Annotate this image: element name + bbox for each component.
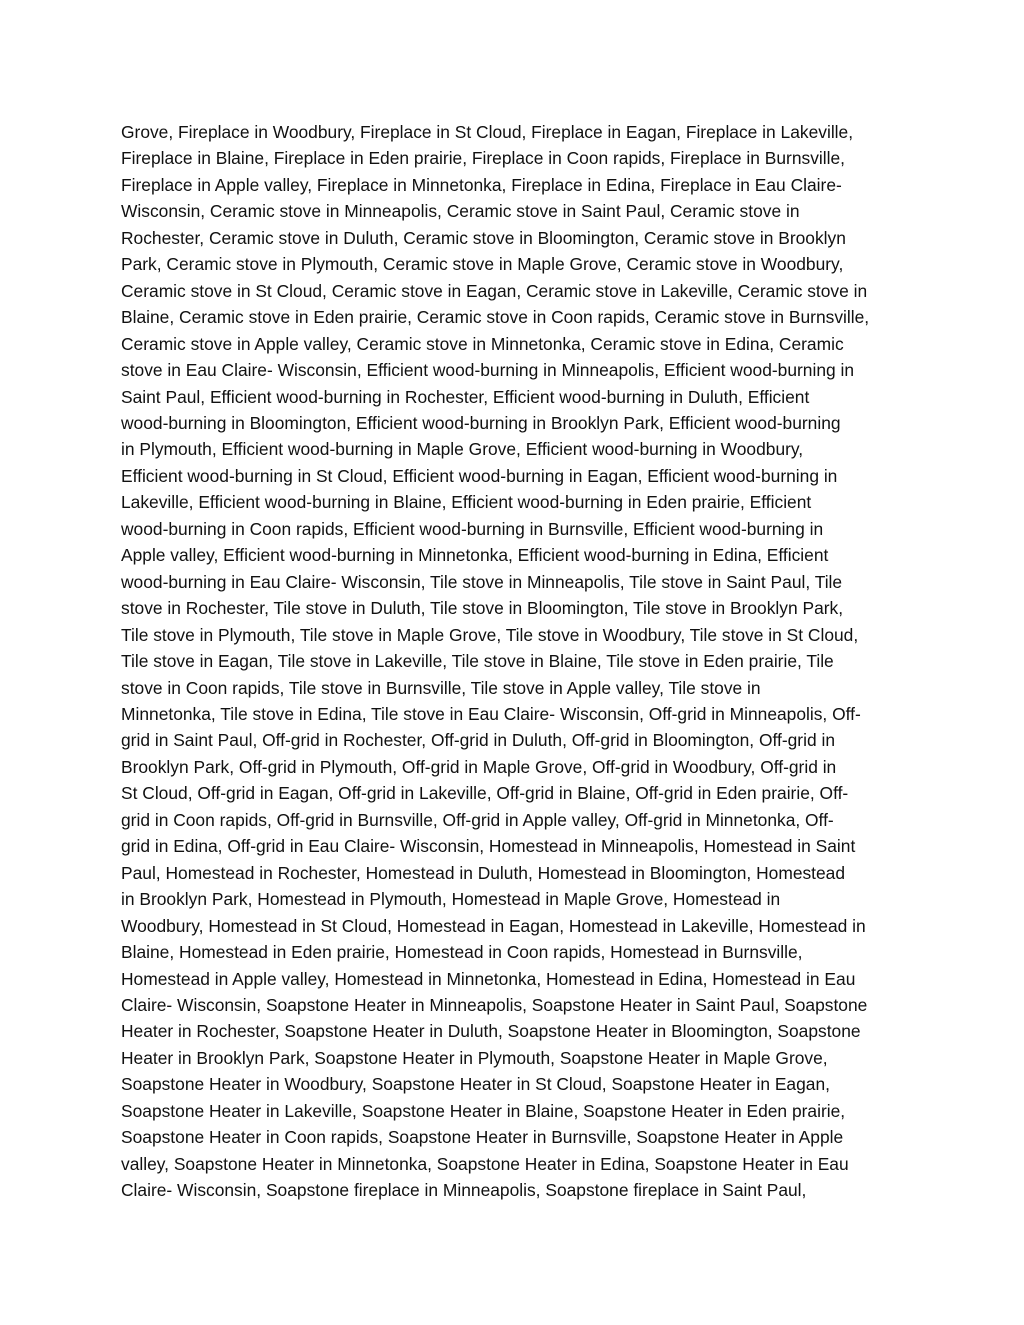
text-line: stove in Coon rapids, Tile stove in Burnsville, Tile stove in Apple valley, Tile stove in (121, 677, 761, 698)
text-line: Efficient wood-burning in St Cloud, Efficient wood-burning in Eagan, Efficient wood-burning in (121, 465, 838, 486)
text-line: Heater in Rochester, Soapstone Heater in Duluth, Soapstone Heater in Bloomington, Soapstone (121, 1021, 861, 1042)
text-line: Wisconsin, Ceramic stove in Minneapolis, Ceramic stove in Saint Paul, Ceramic stove in (121, 201, 800, 222)
text-line: stove in Eau Claire- Wisconsin, Efficient wood-burning in Minneapolis, Efficient wood-burning in (121, 360, 855, 381)
text-line: Apple valley, Efficient wood-burning in Minnetonka, Efficient wood-burning in Edina, Efficient (121, 545, 829, 566)
text-line: Soapstone Heater in Lakeville, Soapstone Heater in Blaine, Soapstone Heater in Eden prairie, (121, 1100, 846, 1121)
text-line: Lakeville, Efficient wood-burning in Blaine, Efficient wood-burning in Eden prairie, Efficient (121, 492, 812, 513)
body-paragraph (121, 119, 921, 1204)
text-line: grid in Edina, Off-grid in Eau Claire- Wisconsin, Homestead in Minneapolis, Homestead in Saint (121, 836, 856, 857)
text-line: Park, Ceramic stove in Plymouth, Ceramic stove in Maple Grove, Ceramic stove in Woodbury, (121, 254, 844, 275)
text-line: Fireplace in Apple valley, Fireplace in Minnetonka, Fireplace in Edina, Fireplace in Eau Claire- (121, 174, 842, 195)
text-line: Claire- Wisconsin, Soapstone Heater in Minneapolis, Soapstone Heater in Saint Paul, Soapstone (121, 994, 868, 1015)
text-line: wood-burning in Eau Claire- Wisconsin, Tile stove in Minneapolis, Tile stove in Saint Paul, Tile (121, 571, 843, 592)
text-line: wood-burning in Coon rapids, Efficient wood-burning in Burnsville, Efficient wood-burning in (121, 518, 824, 539)
text-line: wood-burning in Bloomington, Efficient wood-burning in Brooklyn Park, Efficient wood-burning (121, 412, 841, 433)
text-line: Claire- Wisconsin, Soapstone fireplace in Minneapolis, Soapstone fireplace in Saint Paul, (121, 1180, 807, 1201)
text-line: Rochester, Ceramic stove in Duluth, Ceramic stove in Bloomington, Ceramic stove in Brooklyn (121, 227, 846, 248)
text-line: Blaine, Homestead in Eden prairie, Homestead in Coon rapids, Homestead in Burnsville, (121, 942, 803, 963)
text-line: grid in Coon rapids, Off-grid in Burnsville, Off-grid in Apple valley, Off-grid in Minnetonka, Off- (121, 809, 834, 830)
text-line: Soapstone Heater in Coon rapids, Soapstone Heater in Burnsville, Soapstone Heater in Apple (121, 1127, 844, 1148)
text-line: Blaine, Ceramic stove in Eden prairie, Ceramic stove in Coon rapids, Ceramic stove in Burnsville, (121, 307, 870, 328)
text-line: Tile stove in Plymouth, Tile stove in Maple Grove, Tile stove in Woodbury, Tile stove in St Cloud, (121, 624, 859, 645)
text-line: Ceramic stove in St Cloud, Ceramic stove in Eagan, Ceramic stove in Lakeville, Ceramic stove in (121, 280, 868, 301)
text-line: Homestead in Apple valley, Homestead in Minnetonka, Homestead in Edina, Homestead in Eau (121, 968, 856, 989)
text-line: Minnetonka, Tile stove in Edina, Tile stove in Eau Claire- Wisconsin, Off-grid in Minneapolis, Off- (121, 703, 861, 724)
text-line: in Brooklyn Park, Homestead in Plymouth, Homestead in Maple Grove, Homestead in (121, 889, 781, 910)
text-line: Tile stove in Eagan, Tile stove in Lakeville, Tile stove in Blaine, Tile stove in Eden prairie, Tile (121, 651, 834, 672)
text-line: Heater in Brooklyn Park, Soapstone Heater in Plymouth, Soapstone Heater in Maple Grove, (121, 1047, 828, 1068)
text-line: stove in Rochester, Tile stove in Duluth, Tile stove in Bloomington, Tile stove in Brooklyn Park, (121, 598, 844, 619)
text-line: St Cloud, Off-grid in Eagan, Off-grid in Lakeville, Off-grid in Blaine, Off-grid in Eden prairie, Off- (121, 783, 849, 804)
text-line: valley, Soapstone Heater in Minnetonka, Soapstone Heater in Edina, Soapstone Heater in Eau (121, 1153, 849, 1174)
text-line: in Plymouth, Efficient wood-burning in Maple Grove, Efficient wood-burning in Woodbury, (121, 439, 804, 460)
text-line: Grove, Fireplace in Woodbury, Fireplace in St Cloud, Fireplace in Eagan, Fireplace in Lakeville, (121, 122, 854, 142)
text-line: grid in Saint Paul, Off-grid in Rochester, Off-grid in Duluth, Off-grid in Bloomington, Off-grid in (121, 730, 836, 751)
text-line: Saint Paul, Efficient wood-burning in Rochester, Efficient wood-burning in Duluth, Efficient (121, 386, 810, 407)
text-line: Paul, Homestead in Rochester, Homestead in Duluth, Homestead in Bloomington, Homestead (121, 862, 846, 883)
text-line: Soapstone Heater in Woodbury, Soapstone Heater in St Cloud, Soapstone Heater in Eagan, (121, 1074, 830, 1095)
text-line: Brooklyn Park, Off-grid in Plymouth, Off-grid in Maple Grove, Off-grid in Woodbury, Off-grid in (121, 756, 837, 777)
text-line: Ceramic stove in Apple valley, Ceramic stove in Minnetonka, Ceramic stove in Edina, Ceramic (121, 333, 844, 354)
text-line: Fireplace in Blaine, Fireplace in Eden prairie, Fireplace in Coon rapids, Fireplace in Burnsville, (121, 148, 845, 169)
text-line: Woodbury, Homestead in St Cloud, Homestead in Eagan, Homestead in Lakeville, Homestead in (121, 915, 866, 936)
